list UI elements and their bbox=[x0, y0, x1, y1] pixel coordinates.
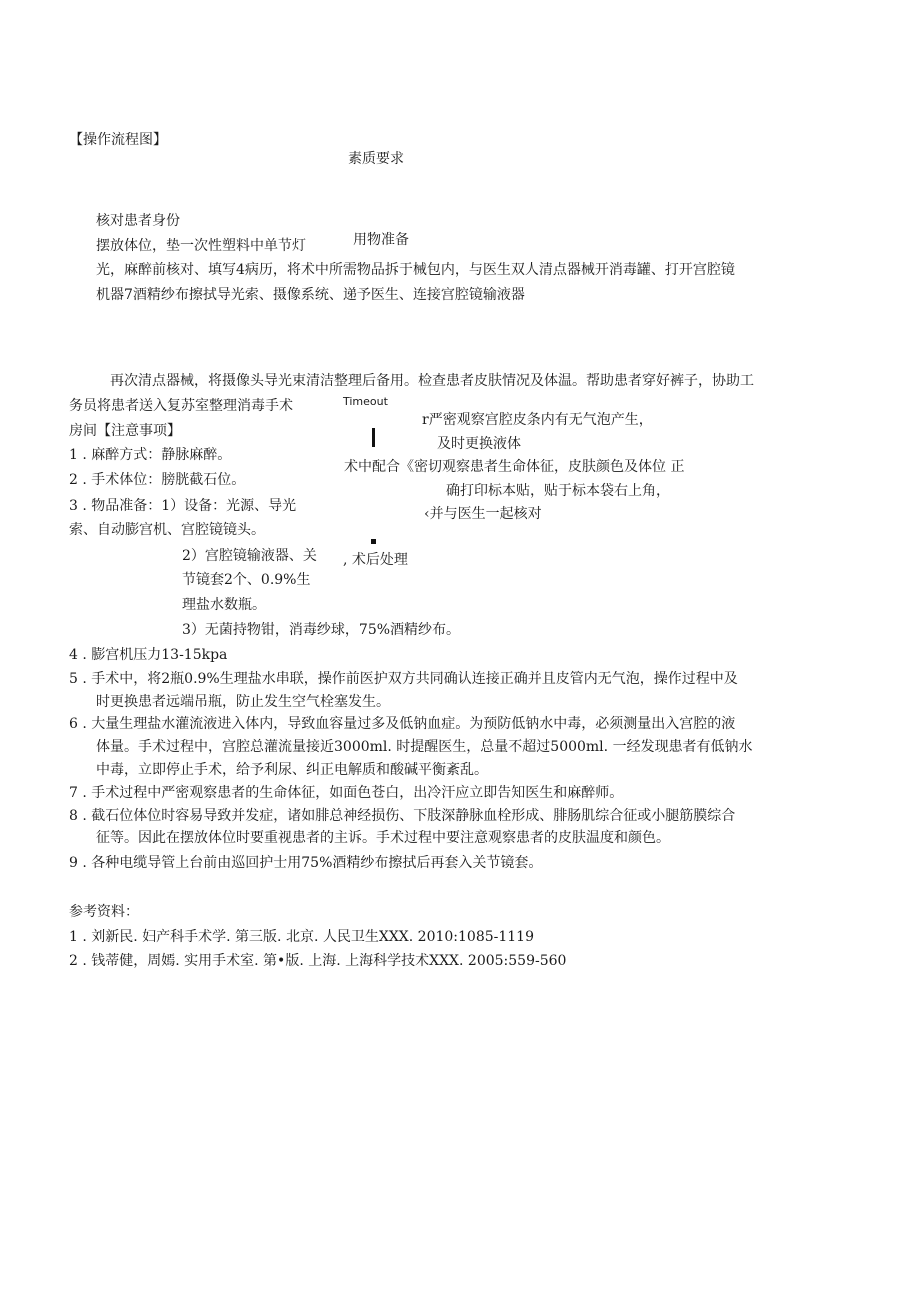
postop-label: , 术后处理 bbox=[343, 552, 408, 568]
note-3a: 3 . 物品准备：1）设备：光源、导光 bbox=[69, 498, 297, 514]
flow-bullet-mark bbox=[371, 539, 376, 544]
note-8b: 征等。因此在摆放体位时要重视患者的主诉。手术过程中要注意观察患者的皮肤温度和颜色。 bbox=[96, 830, 670, 846]
notes-title: 房间【注意事项】 bbox=[69, 423, 181, 439]
intraop-line-2: 及时更换液体 bbox=[437, 436, 521, 452]
position-text: 摆放体位，垫一次性塑料中单节灯 bbox=[96, 238, 306, 254]
flow-connector-bar bbox=[372, 428, 375, 447]
note-3c-1: 2）宫腔镜输液器、关 bbox=[182, 548, 317, 564]
flow-line-4: 再次清点器械，将摄像头导光束清洁整理后备用。检查患者皮肤情况及体温。帮助患者穿好裤子，协助工 bbox=[110, 373, 754, 389]
note-5b: 时更换患者远端吊瓶，防止发生空气栓塞发生。 bbox=[96, 694, 390, 710]
note-2: 2 . 手术体位：膀胱截石位。 bbox=[69, 472, 246, 488]
reference-2: 2 . 钱蒂健，周嫣. 实用手术室. 第•版. 上海. 上海科学技术XXX. 2005:559-560 bbox=[69, 953, 567, 969]
note-1: 1 . 麻醉方式：静脉麻醉。 bbox=[69, 447, 232, 463]
verify-identity-text: 核对患者身份 bbox=[96, 213, 180, 229]
note-5a: 5 . 手术中，将2瓶0.9%生理盐水串联，操作前医护双方共同确认连接正确并且皮管内无气泡，操作过程中及 bbox=[69, 671, 738, 687]
intraop-line-4: 确打印标本贴，贴于标本袋右上角， bbox=[446, 483, 670, 499]
note-6b: 体量。手术过程中，宫腔总灌流量接近3000ml. 时提醒医生，总量不超过5000ml. 一经发现患者有低钠水 bbox=[96, 739, 753, 755]
note-3d: 3）无菌持物钳，消毒纱球，75%酒精纱布。 bbox=[182, 622, 461, 638]
note-6a: 6 . 大量生理盐水灌流液进入体内，导致血容量过多及低钠血症。为预防低钠水中毒，必须测量出入宫腔的液 bbox=[69, 716, 736, 732]
flow-line-3: 机器7酒精纱布擦拭导光索、摄像系统、递予医生、连接宫腔镜输液器 bbox=[96, 287, 525, 303]
references-title: 参考资料： bbox=[69, 904, 139, 920]
reference-1: 1 . 刘新民. 妇产科手术学. 第三版. 北京. 人民卫生XXX. 2010:1085-1119 bbox=[69, 929, 534, 945]
note-8a: 8 . 截石位体位时容易导致并发症，诸如腓总神经损伤、下肢深静脉血栓形成、腓肠肌综合征或小腿筋膜综合 bbox=[69, 808, 736, 824]
supplies-label: 用物准备 bbox=[353, 232, 409, 248]
section-heading: 【操作流程图】 bbox=[69, 132, 167, 148]
flow-line-5: 务员将患者送入复苏室整理消毒手术 bbox=[69, 398, 293, 414]
intraop-line-1: r严密观察宫腔皮条内有无气泡产生， bbox=[422, 412, 653, 428]
note-9: 9 . 各种电缆导管上台前由巡回护士用75%酒精纱布擦拭后再套入关节镜套。 bbox=[69, 855, 543, 871]
intraop-line-3: 术中配合《密切观察患者生命体征，皮肤颜色及体位 正 bbox=[344, 459, 685, 475]
note-3c-2: 节镜套2个、0.9%生 bbox=[182, 572, 311, 588]
note-6c: 中毒，立即停止手术，给予利尿、纠正电解质和酸碱平衡紊乱。 bbox=[96, 762, 488, 778]
note-7: 7 . 手术过程中严密观察患者的生命体征，如面色苍白，出冷汗应立即告知医生和麻醉师。 bbox=[69, 785, 624, 801]
note-4: 4 . 膨宫机压力13-15kpa bbox=[69, 647, 228, 663]
timeout-label: Timeout bbox=[343, 395, 388, 408]
note-3b: 索、自动膨宫机、宫腔镜镜头。 bbox=[69, 522, 265, 538]
flow-line-2: 光，麻醉前核对、填写4病历，将术中所需物品拆于械包内，与医生双人清点器械开消毒罐、打开宫腔镜 bbox=[96, 262, 735, 278]
quality-requirements-label: 素质要求 bbox=[348, 151, 404, 167]
intraop-line-5: ‹并与医生一起核对 bbox=[424, 506, 542, 522]
note-3c-3: 理盐水数瓶。 bbox=[182, 597, 266, 613]
